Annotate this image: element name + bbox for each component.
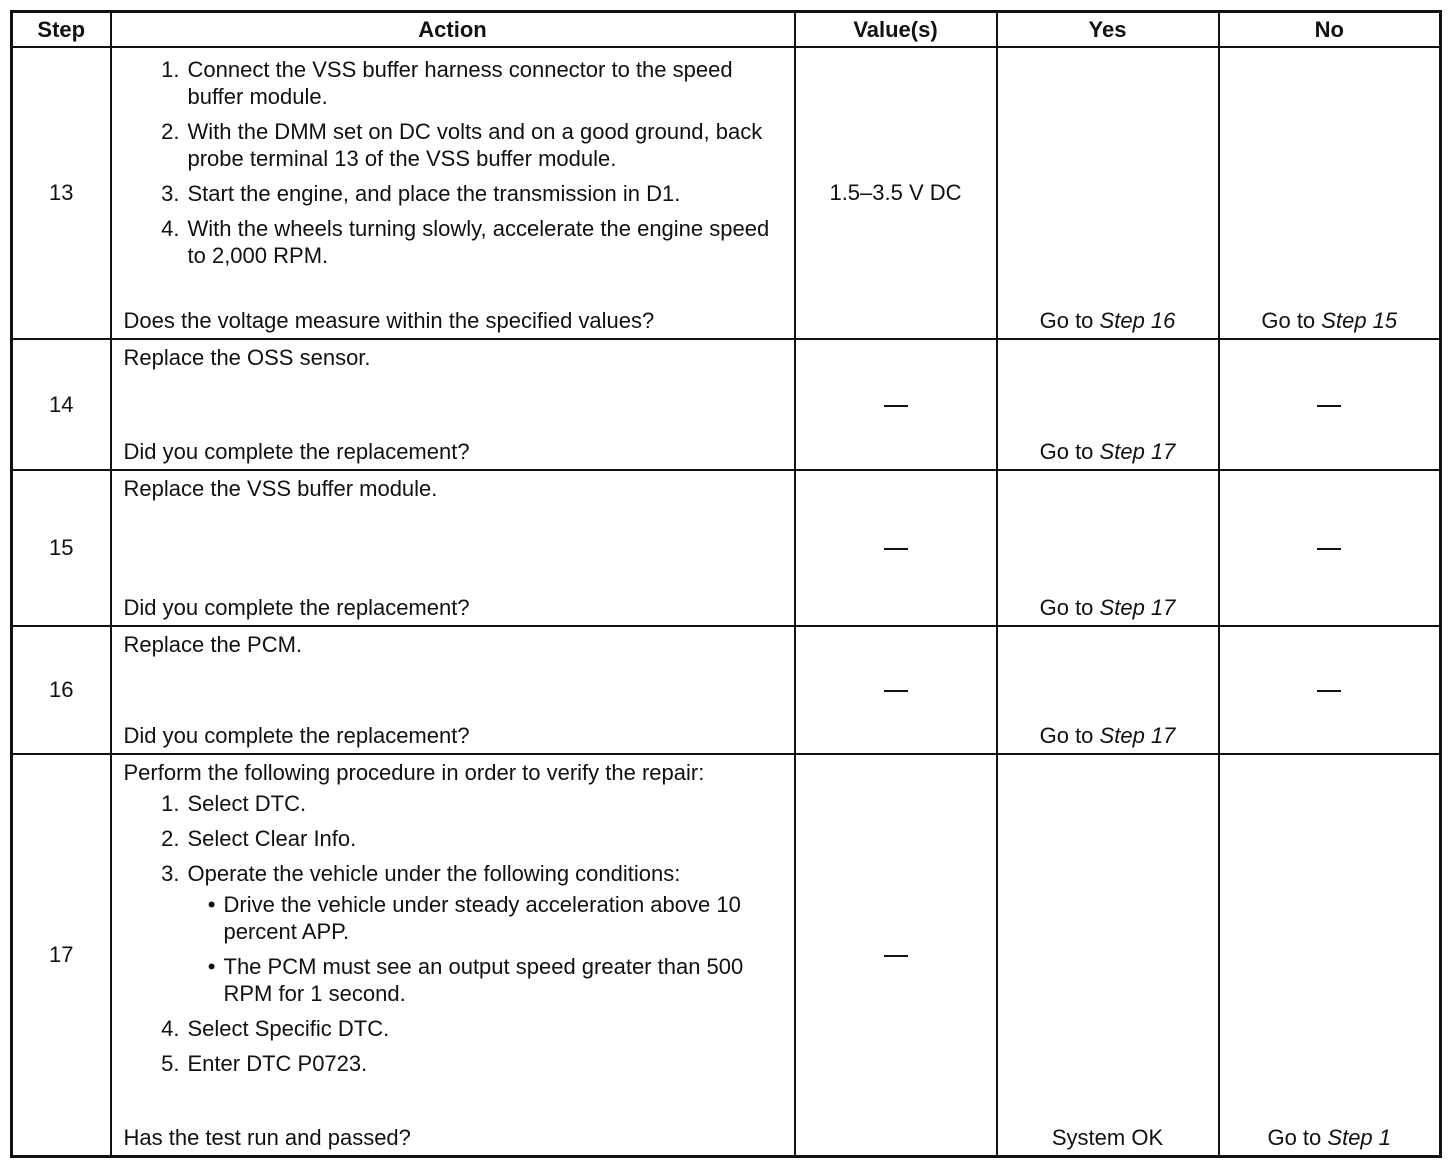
list-item: 2. Select Clear Info. xyxy=(161,826,357,851)
step-number: 15 xyxy=(12,470,111,626)
list-item: 4. Select Specific DTC. xyxy=(161,1016,390,1041)
no-cell xyxy=(1219,626,1441,754)
no-cell: Go to Step 15 xyxy=(1219,47,1441,339)
header-yes: Yes xyxy=(997,12,1219,48)
dash-mark xyxy=(1317,690,1341,692)
step-number: 13 xyxy=(12,47,111,339)
question-text: Did you complete the replacement? xyxy=(123,439,470,464)
table-row-step-17 xyxy=(12,754,1441,1157)
table-row-step-13 xyxy=(12,47,1441,339)
yes-cell: System OK xyxy=(997,754,1219,1157)
action-cell xyxy=(111,47,795,339)
question-text: Did you complete the replacement? xyxy=(123,723,470,748)
question-text: Did you complete the replacement? xyxy=(123,595,470,620)
table-row-step-14 xyxy=(12,339,1441,470)
value-cell xyxy=(795,470,997,626)
step-link[interactable]: Step 17 xyxy=(1099,595,1176,620)
step-number: 17 xyxy=(12,754,111,1157)
bullet-item: • Drive the vehicle under steady acceleration above 10 percent APP. xyxy=(207,892,741,944)
list-item: 2. With the DMM set on DC volts and on a good ground, back probe terminal 13 of the VSS buffer module. xyxy=(161,119,763,171)
list-item: 3. Operate the vehicle under the following conditions: xyxy=(161,861,681,886)
header-values: Value(s) xyxy=(795,12,997,48)
dash-mark xyxy=(884,955,908,957)
dash-mark xyxy=(884,405,908,407)
step-number: 16 xyxy=(12,626,111,754)
yes-cell: Go to Step 16 xyxy=(997,47,1219,339)
step-link[interactable]: Step 15 xyxy=(1321,308,1398,333)
table-row-step-15 xyxy=(12,470,1441,626)
step-number: 14 xyxy=(12,339,111,470)
header-step: Step xyxy=(12,12,111,48)
yes-cell: Go to Step 17 xyxy=(997,339,1219,470)
procedure-list xyxy=(124,56,784,269)
list-item: 5. Enter DTC P0723. xyxy=(161,1051,368,1076)
question-text: Does the voltage measure within the specified values? xyxy=(123,308,655,333)
value-cell: 1.5–3.5 V DC xyxy=(795,47,997,339)
action-text: Replace the OSS sensor. xyxy=(123,345,371,370)
step-link[interactable]: Step 17 xyxy=(1099,723,1176,748)
dash-mark xyxy=(1317,548,1341,550)
no-cell xyxy=(1219,339,1441,470)
diagnostic-table xyxy=(10,10,1442,1158)
action-text: Replace the VSS buffer module. xyxy=(123,476,438,501)
no-cell xyxy=(1219,470,1441,626)
action-cell xyxy=(111,470,795,626)
dash-mark xyxy=(884,548,908,550)
action-cell xyxy=(111,626,795,754)
dash-mark xyxy=(884,690,908,692)
intro-text: Perform the following procedure in order to verify the repair: xyxy=(123,760,705,785)
procedure-list xyxy=(124,790,784,887)
table-row-step-16 xyxy=(12,626,1441,754)
no-cell: Go to Step 1 xyxy=(1219,754,1441,1157)
step-link[interactable]: Step 16 xyxy=(1099,308,1176,333)
value-cell xyxy=(795,339,997,470)
yes-cell: Go to Step 17 xyxy=(997,470,1219,626)
value-cell xyxy=(795,754,997,1157)
yes-cell: Go to Step 17 xyxy=(997,626,1219,754)
condition-list xyxy=(124,891,784,1007)
value-cell xyxy=(795,626,997,754)
step-link[interactable]: Step 17 xyxy=(1099,439,1176,464)
step-link[interactable]: Step 1 xyxy=(1327,1125,1392,1150)
list-item: 4. With the wheels turning slowly, accelerate the engine speed to 2,000 RPM. xyxy=(161,216,770,268)
question-text: Has the test run and passed? xyxy=(123,1125,411,1150)
header-action: Action xyxy=(111,12,795,48)
action-cell xyxy=(111,754,795,1157)
list-item: 3. Start the engine, and place the transmission in D1. xyxy=(161,181,681,206)
procedure-list-cont xyxy=(124,1015,784,1077)
header-no: No xyxy=(1219,12,1441,48)
action-cell xyxy=(111,339,795,470)
list-item: 1. Select DTC. xyxy=(161,791,307,816)
bullet-item: • The PCM must see an output speed greater than 500 RPM for 1 second. xyxy=(207,954,744,1006)
action-text: Replace the PCM. xyxy=(123,632,303,657)
list-item: 1. Connect the VSS buffer harness connector to the speed buffer module. xyxy=(161,57,733,109)
header-row xyxy=(12,12,1441,48)
dash-mark xyxy=(1317,405,1341,407)
